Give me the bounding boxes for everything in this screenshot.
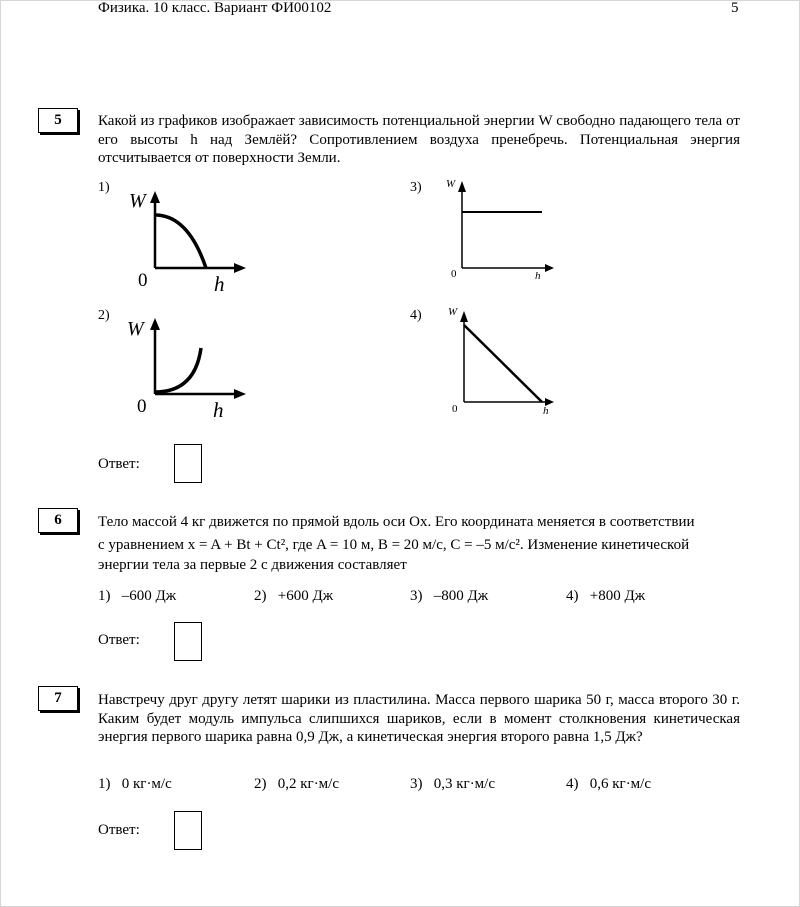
- graph-4-y-label: W: [448, 306, 458, 318]
- graph-4-label: 4): [410, 308, 422, 323]
- q7-option-1: [98, 776, 172, 793]
- graph-4-x-label: h: [543, 405, 549, 417]
- page-number: 5: [731, 0, 739, 16]
- answer-box-5[interactable]: [174, 444, 202, 483]
- graph-3-y-label: W: [446, 178, 456, 190]
- graph-2-x-label: h: [213, 398, 224, 422]
- q6-option-1: [98, 588, 176, 605]
- graph-1-y-label: W: [129, 190, 146, 212]
- q6-option-4-number: 4): [566, 588, 579, 604]
- question-6-line-1: Тело массой 4 кг движется по прямой вдоль оси Ox. Его координата меняется в соответствии: [98, 514, 695, 530]
- graph-4-origin: 0: [452, 403, 458, 415]
- graph-3-x-label: h: [535, 270, 541, 282]
- graph-1-x-label: h: [214, 272, 225, 296]
- q6-option-4-value: +800 Дж: [589, 588, 646, 604]
- question-6-line-2: с уравнением x = A + Bt + Ct², где A = 10 м, B = 20 м/с, C = –5 м/с². Изменение кинетической: [98, 537, 690, 553]
- answer-label-6: Ответ:: [98, 632, 140, 648]
- q6-option-3-value: –800 Дж: [433, 588, 489, 604]
- q6-option-3-number: 3): [410, 588, 423, 604]
- question-6-line-3: энергии тела за первые 2 с движения составляет: [98, 557, 407, 573]
- question-number-7: 7: [38, 686, 78, 711]
- q7-option-3-number: 3): [410, 776, 423, 792]
- graph-1-label: 1): [98, 180, 110, 195]
- answer-box-7[interactable]: [174, 811, 202, 850]
- page-header-title: Физика. 10 класс. Вариант ФИ00102: [98, 0, 332, 16]
- q6-option-1-value: –600 Дж: [121, 588, 177, 604]
- q6-option-3: [410, 588, 488, 605]
- q6-option-4: [566, 588, 645, 605]
- q7-option-1-number: 1): [98, 776, 111, 792]
- question-5-text: Какой из графиков изображает зависимость потенциальной энергии W свободно падающего тела от его высоты h над Землёй? Сопротивлением воздуха пренебречь. Потенциальная энергия отсчитывается от поверхности Земли.: [98, 113, 740, 166]
- q6-option-2-value: +600 Дж: [277, 588, 334, 604]
- q6-option-1-number: 1): [98, 588, 111, 604]
- graph-2-y-label: W: [127, 318, 144, 340]
- q7-option-2-number: 2): [254, 776, 267, 792]
- answer-label-5: Ответ:: [98, 456, 140, 472]
- q7-option-1-value: 0 кг·м/с: [121, 776, 172, 792]
- q6-option-2-number: 2): [254, 588, 267, 604]
- answer-label-7: Ответ:: [98, 822, 140, 838]
- question-7-text: Навстречу друг другу летят шарики из пластилина. Масса первого шарика 50 г, масса второго 30 г. Каким будет модуль импульса слипшихся шариков, если в момент столкновения кинетическая энергия первого шарика равна 0,9 Дж, а кинетическая энергия второго равна 1,5 Дж?: [98, 692, 740, 745]
- answer-box-6[interactable]: [174, 622, 202, 661]
- graph-1-origin: 0: [138, 270, 148, 291]
- graph-3-label: 3): [410, 180, 422, 195]
- q7-option-4-number: 4): [566, 776, 579, 792]
- q7-option-2: [254, 776, 339, 793]
- graph-2-label: 2): [98, 308, 110, 323]
- q7-option-3: [410, 776, 495, 793]
- q6-option-2: [254, 588, 333, 605]
- q7-option-4: [566, 776, 651, 793]
- question-number-5: 5: [38, 108, 78, 133]
- q7-option-3-value: 0,3 кг·м/с: [433, 776, 496, 792]
- question-number-6: 6: [38, 508, 78, 533]
- q7-option-2-value: 0,2 кг·м/с: [277, 776, 340, 792]
- q7-option-4-value: 0,6 кг·м/с: [589, 776, 652, 792]
- graph-2-origin: 0: [137, 396, 147, 417]
- graph-3-origin: 0: [451, 268, 457, 280]
